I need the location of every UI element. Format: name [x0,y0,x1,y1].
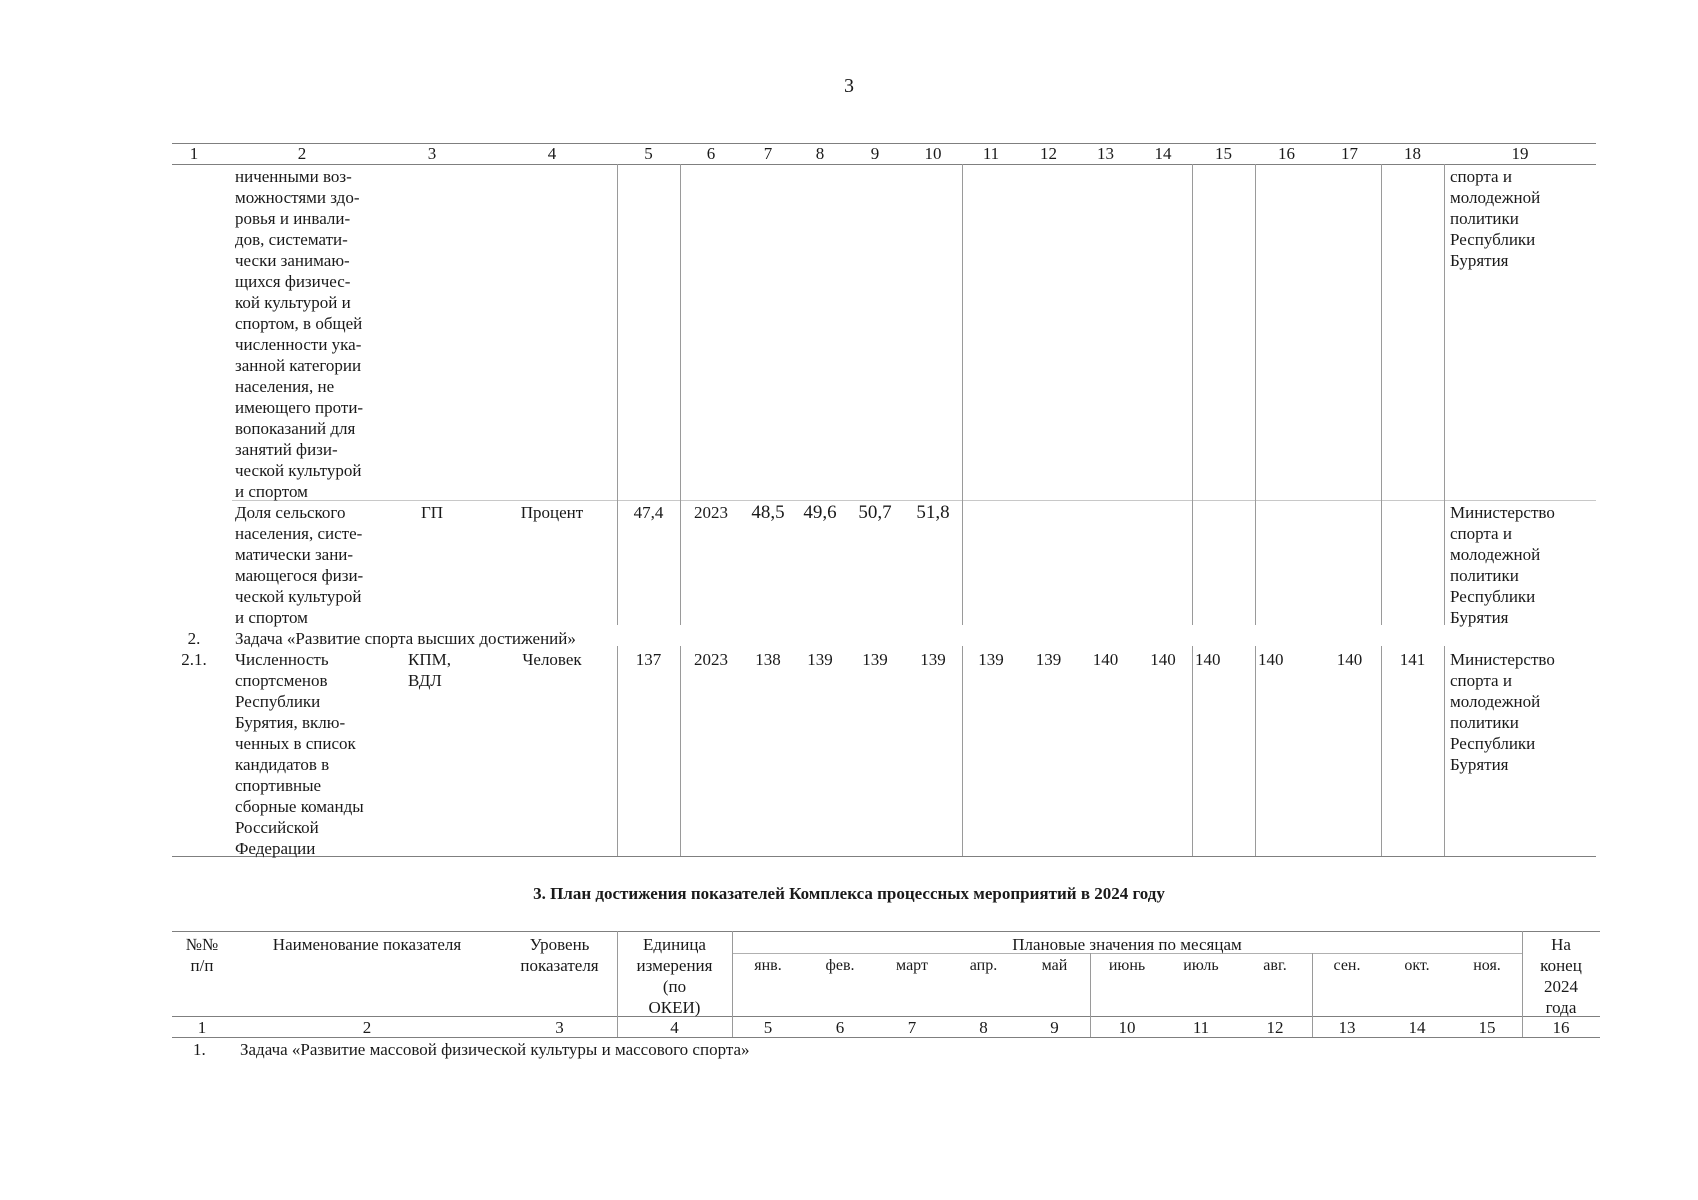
col-num: 15 [1478,1018,1496,1037]
indicator-name: ниченными воз- можностями здо- ровья и инвали- дов, системати- чески занимаю- щихся физичес- кой культурой и спортом, в общей численности ука- занной категории населения, не имеющего проти- вопоказаний для занятий физи- ческой культурой и спортом [235,167,364,501]
base-value: 47,4 [633,503,664,522]
col-num: 8 [815,144,825,163]
col-num: 15 [1215,144,1232,163]
responsible-body: Министерство спорта и молодежной политики Республики Бурятия [1450,503,1555,627]
value-cell: 140 [1092,650,1119,669]
month-header: ноя. [1473,957,1501,974]
col-num: 3 [555,1018,564,1037]
col-num: 11 [982,144,1000,163]
task-number: 2. [187,629,201,648]
value-cell: 50,7 [858,502,892,523]
table2-top-border [172,931,1600,932]
header-end: На конец 2024 года [1540,935,1582,1017]
column-divider [1381,646,1382,856]
col-num: 17 [1341,144,1358,163]
value-cell: 140 [1258,650,1284,669]
column-divider [962,646,963,856]
col-num: 9 [1050,1018,1059,1037]
column-divider [680,646,681,856]
value-cell: 48,5 [751,502,785,523]
col-num: 8 [979,1018,988,1037]
col-num: 2 [362,1018,372,1037]
page-number: 3 [844,75,854,97]
col-num: 18 [1404,144,1421,163]
table1-header-border [172,164,1596,165]
section-heading: 3. План достижения показателей Комплекса процессных мероприятий в 2024 году [533,884,1165,903]
value-cell: 141 [1399,650,1426,669]
month-header: фев. [825,957,855,974]
col-num: 7 [907,1018,917,1037]
value-cell: 49,6 [803,502,837,523]
col-num: 4 [670,1018,679,1037]
col-num: 14 [1408,1018,1426,1037]
month-header: апр. [969,957,998,974]
col-num: 11 [1192,1018,1210,1037]
month-header: май [1041,957,1068,974]
indicator-level: ГП [420,503,444,522]
value-cell: 139 [862,650,888,669]
col-num: 12 [1040,144,1057,163]
col-num: 9 [870,144,880,163]
month-header: июль [1183,957,1219,974]
col-num: 5 [763,1018,773,1037]
header-name: Наименование показателя [272,935,462,954]
col-num: 1 [197,1018,207,1037]
row-number: 2.1. [181,650,207,669]
col-num: 10 [1118,1018,1136,1037]
column-divider [617,164,618,625]
task-title: Задача «Развитие спорта высших достижений» [235,629,576,648]
value-cell: 140 [1336,650,1363,669]
base-year: 2023 [694,650,728,669]
col-num: 13 [1097,144,1114,163]
value-cell: 139 [920,650,946,669]
header-level: Уровень показателя [520,935,599,975]
col-num: 13 [1338,1018,1356,1037]
col-num: 2 [297,144,307,163]
value-cell: 139 [1035,650,1062,669]
column-divider [1444,646,1445,856]
indicator-level: КПМ, ВДЛ [408,650,451,690]
value-cell: 140 [1150,650,1176,669]
task-number: 1. [193,1040,206,1059]
indicator-name: Доля сельского населения, систе- матически зани- мающегося физи- ческой культурой и спортом [235,503,364,627]
table1-bottom-border [172,856,1596,857]
row-separator [232,500,1596,501]
col-num: 16 [1552,1018,1570,1037]
value-cell: 139 [978,650,1004,669]
month-header: авг. [1263,957,1287,974]
column-divider [1381,164,1382,625]
column-divider [1255,646,1256,856]
header-unit: Единица измерения (по ОКЕИ) [636,935,713,1017]
col-num: 12 [1266,1018,1284,1037]
col-num: 10 [924,144,942,163]
responsible-body: спорта и молодежной политики Республики Бурятия [1450,167,1541,270]
column-divider [1444,164,1445,625]
column-divider [617,646,618,856]
month-header: март [896,957,928,974]
value-cell: 51,8 [916,502,950,523]
col-num: 6 [835,1018,845,1037]
month-header: июнь [1108,957,1146,974]
col-num: 1 [189,144,199,163]
col-num: 3 [427,144,437,163]
column-divider [1255,164,1256,625]
col-num: 5 [644,144,653,163]
col-num: 6 [706,144,716,163]
month-header: янв. [754,957,782,974]
month-header: сен. [1333,957,1361,974]
base-value: 137 [635,650,662,669]
value-cell: 139 [807,650,833,669]
column-divider [680,164,681,625]
indicator-name: Численность спортсменов Республики Бурятия, вклю- ченных в список кандидатов в спортивные сборные команды Российской Федерации [235,650,364,858]
col-num: 16 [1278,144,1295,163]
header-plan: Плановые значения по месяцам [1012,935,1242,954]
unit: Человек [522,650,582,669]
unit: Процент [520,503,584,522]
base-year: 2023 [694,503,728,522]
value-cell: 140 [1195,650,1221,669]
column-divider [962,164,963,625]
column-divider [1192,164,1193,625]
responsible-body: Министерство спорта и молодежной политики Республики Бурятия [1450,650,1555,774]
header-num: №№ п/п [185,935,219,975]
col-num: 4 [547,144,557,163]
col-num: 19 [1511,144,1529,163]
col-num: 14 [1154,144,1172,163]
col-num: 7 [763,144,773,163]
month-header: окт. [1404,957,1430,974]
column-divider [1192,646,1193,856]
task-title: Задача «Развитие массовой физической культуры и массового спорта» [240,1040,750,1059]
value-cell: 138 [755,650,781,669]
